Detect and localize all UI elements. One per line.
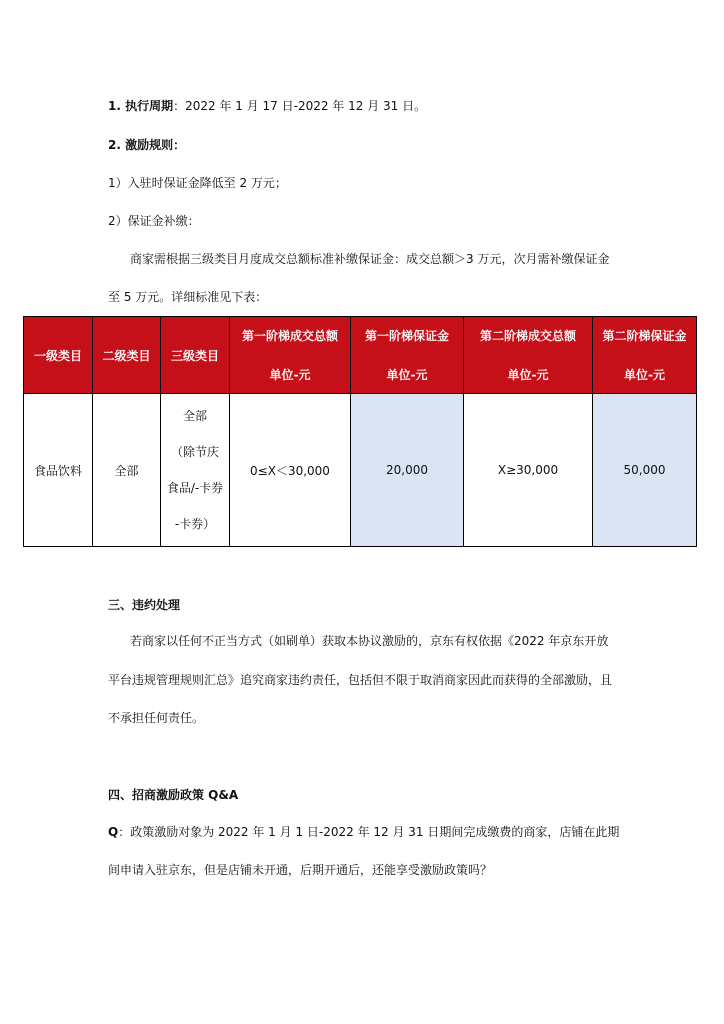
section2-title: 2. 激励规则： — [108, 138, 186, 152]
section3-line-2: 平台违规管理规则汇总》追究商家违约责任，包括但不限于取消商家因此而获得的全部激励，且 — [108, 673, 613, 687]
section3-line-1: 若商家以任何不正当方式（如刷单）获取本协议激励的，京东有权依据《2022 年京东开放 — [130, 634, 609, 648]
header-tier2-deposit-title: 第二阶梯保证金 — [602, 329, 687, 343]
rule-paragraph-line-2: 至 5 万元。详细标准见下表： — [108, 290, 268, 304]
header-tier1-turnover — [230, 317, 351, 394]
qa-question-label: Q — [108, 825, 119, 839]
section4-title: 四、招商激励政策 Q&A — [108, 788, 239, 802]
rule-item-2: 2）保证金补缴： — [108, 214, 200, 228]
section3-title: 三、违约处理 — [108, 598, 181, 612]
category-3-line-2: （除节庆 — [170, 445, 219, 459]
header-tier1-deposit — [351, 317, 464, 394]
header-tier2-deposit — [593, 317, 697, 394]
header-tier1-turnover-unit: 单位-元 — [269, 368, 311, 382]
cell-tier2-range: X≥30,000 — [464, 394, 593, 547]
header-tier1-turnover-title: 第一阶梯成交总额 — [241, 329, 338, 343]
rule-paragraph-line-1: 商家需根据三级类目月度成交总额标准补缴保证金：成交总额＞3 万元，次月需补缴保证金 — [130, 252, 610, 266]
header-category-1: 一级类目 — [24, 317, 93, 394]
qa-question-text-1: ：政策激励对象为 2022 年 1 月 1 日-2022 年 12 月 31 日期间完成缴费的商家，店铺在此期 — [118, 825, 620, 839]
deposit-standard-table — [23, 316, 697, 547]
header-tier1-deposit-title: 第一阶梯保证金 — [364, 329, 449, 343]
cell-tier1-range: 0≤X＜30,000 — [230, 394, 351, 547]
cell-tier2-deposit: 50,000 — [593, 394, 697, 547]
header-tier2-turnover-title: 第二阶梯成交总额 — [479, 329, 576, 343]
qa-question-line-2: 间申请入驻京东，但是店铺未开通，后期开通后，还能享受激励政策吗？ — [108, 863, 493, 877]
category-3-line-1: 全部 — [182, 409, 207, 423]
qa-question-line-1 — [108, 824, 619, 840]
category-3-line-3: 食品/-卡券 — [166, 481, 224, 495]
table-row — [24, 394, 697, 547]
cell-category-1: 食品饮料 — [24, 394, 93, 547]
section1-label: 1. 执行周期 — [108, 99, 174, 113]
section1-text: ：2022 年 1 月 17 日-2022 年 12 月 31 日。 — [173, 99, 427, 113]
header-tier1-deposit-unit: 单位-元 — [386, 368, 428, 382]
cell-category-3 — [161, 394, 230, 547]
header-tier2-turnover — [464, 317, 593, 394]
cell-category-2: 全部 — [93, 394, 161, 547]
cell-tier1-deposit: 20,000 — [351, 394, 464, 547]
section3-line-3: 不承担任何责任。 — [108, 711, 205, 725]
header-category-2: 二级类目 — [93, 317, 161, 394]
category-3-line-4: -卡券） — [174, 517, 216, 531]
section1-line — [108, 98, 426, 114]
header-category-3: 三级类目 — [161, 317, 230, 394]
rule-item-1: 1）入驻时保证金降低至 2 万元； — [108, 176, 287, 190]
header-tier2-turnover-unit: 单位-元 — [507, 368, 549, 382]
header-tier2-deposit-unit: 单位-元 — [624, 368, 665, 382]
table-header-row — [24, 317, 697, 394]
